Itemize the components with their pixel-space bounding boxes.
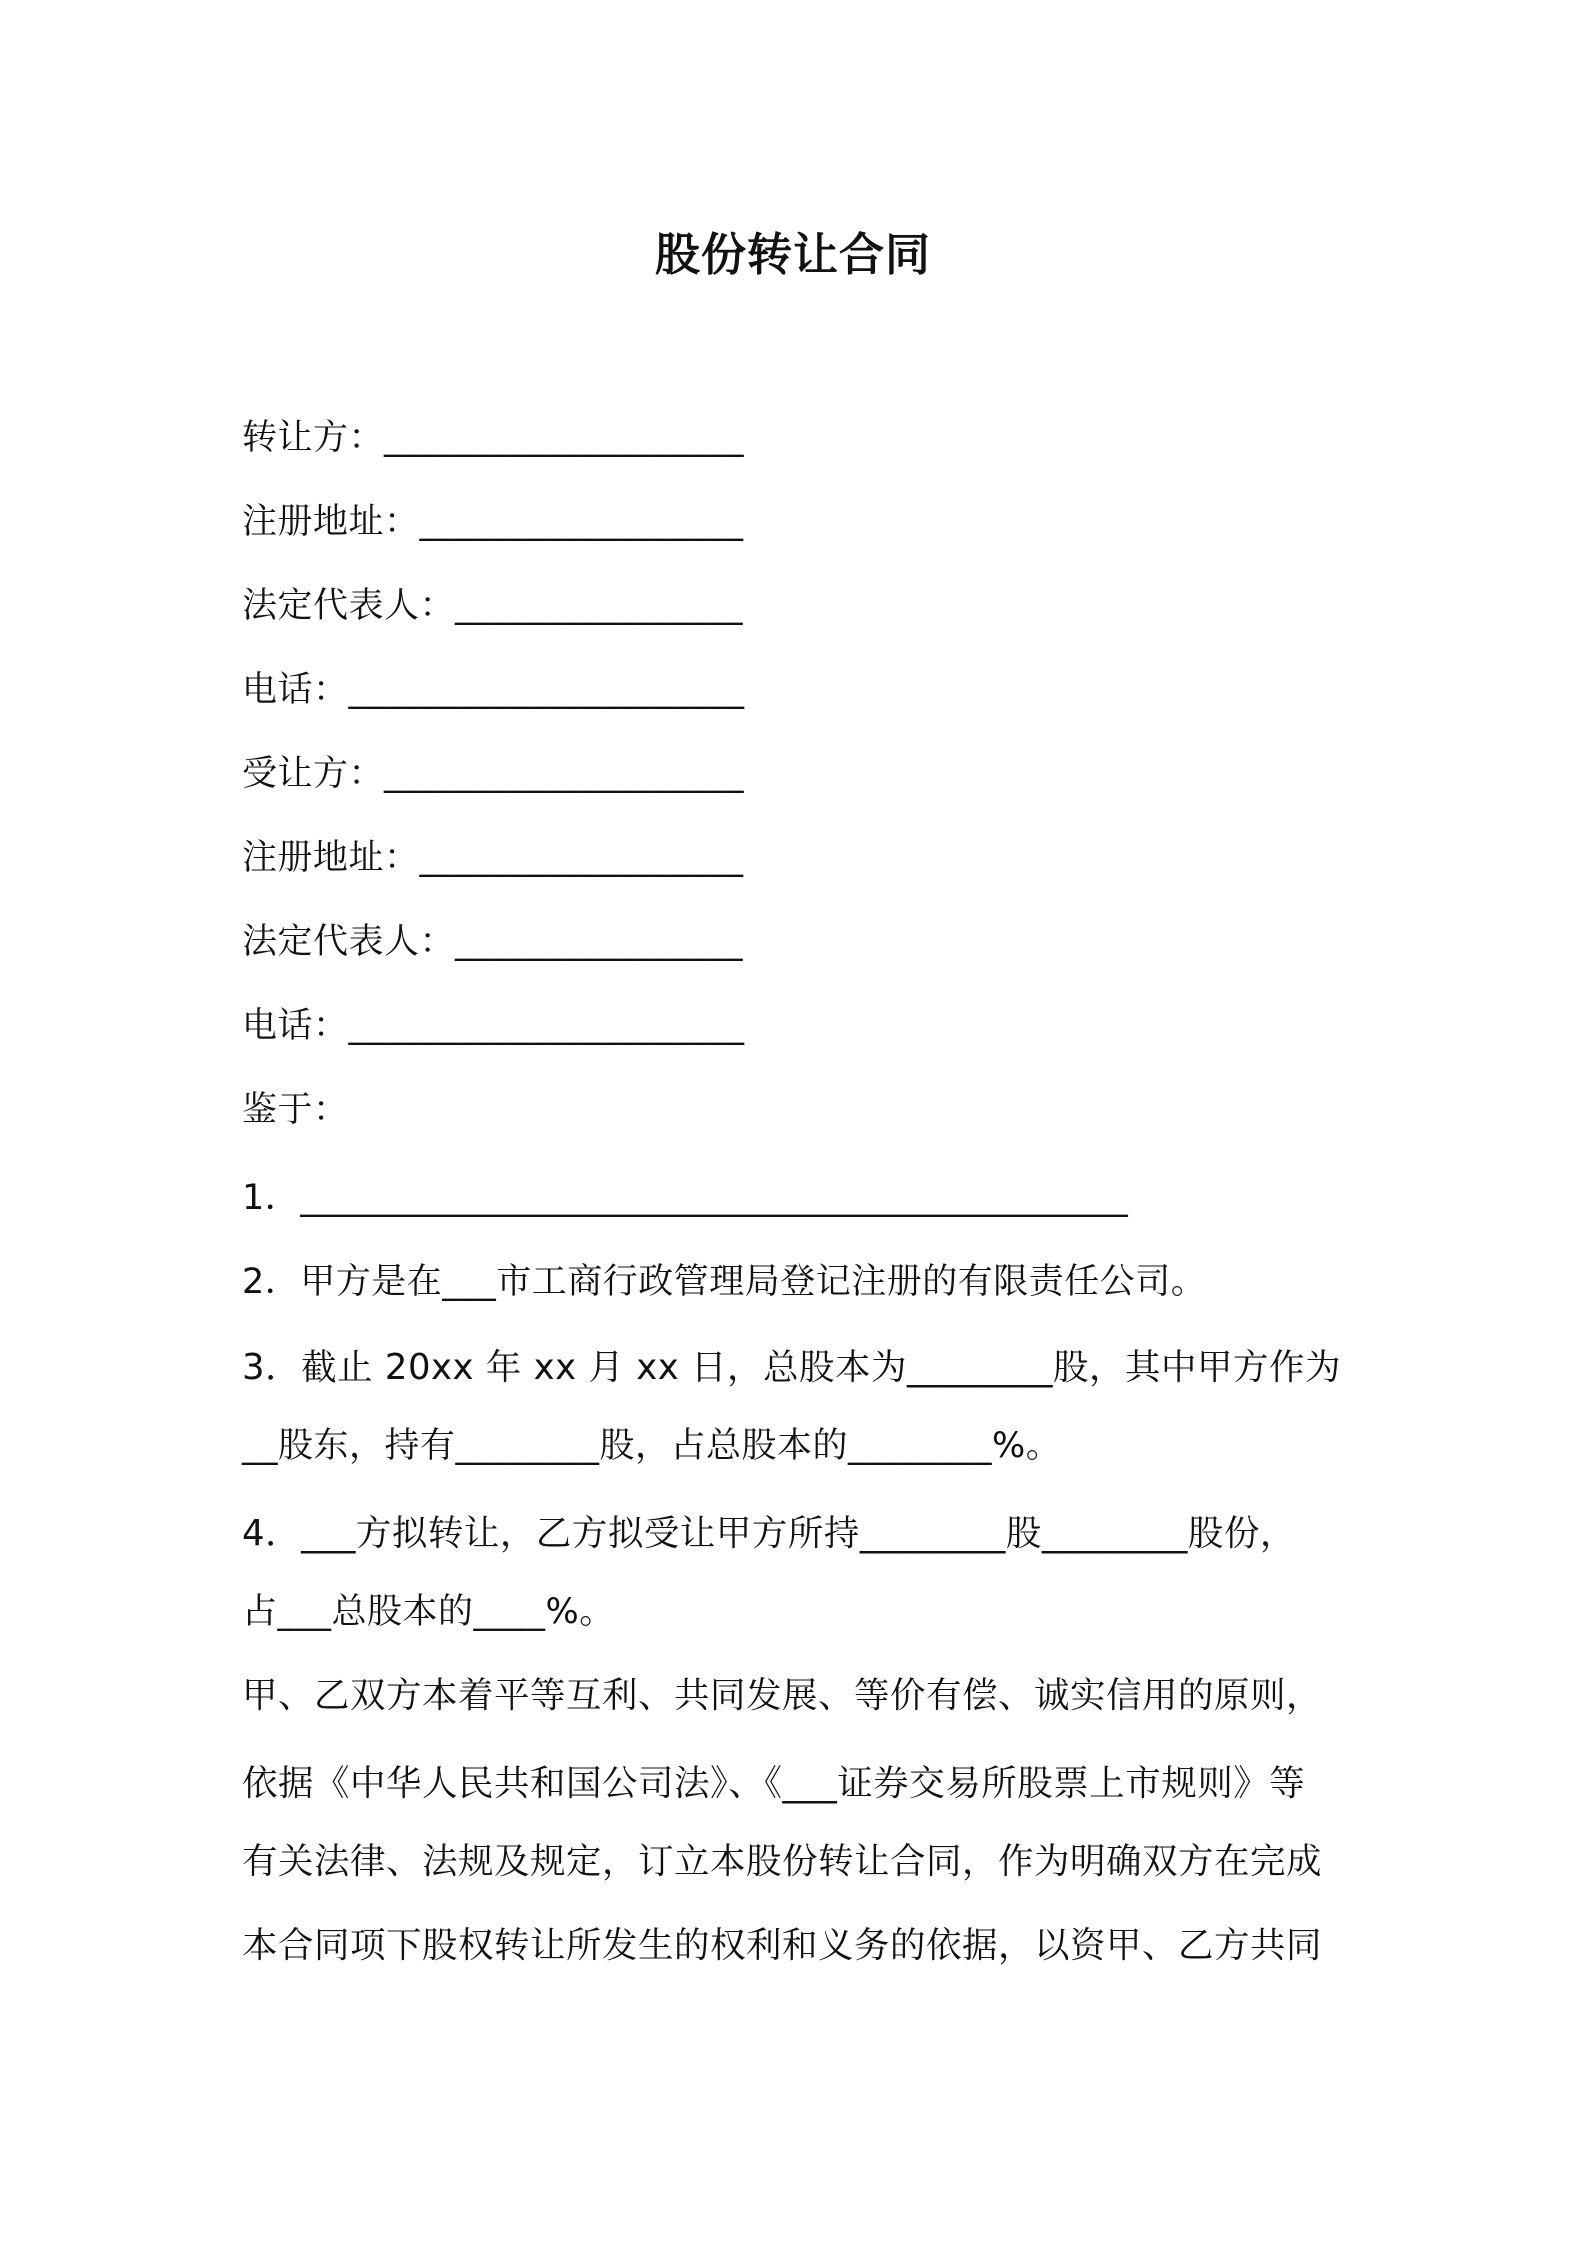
preamble-line-1: 甲、乙双方本着平等互利、共同发展、等价有偿、诚实信用的原则， <box>242 1675 1323 1716</box>
transferor-line: 转让方：____________________ <box>242 418 745 458</box>
recital-2: 2．甲方是在___市工商行政管理局登记注册的有限责任公司。 <box>242 1262 1207 1302</box>
transferor-legal-rep-line: 法定代表人：________________ <box>242 586 744 626</box>
recital-3-line-1: 3．截止 20xx 年 xx 月 xx 日，总股本为________股，其中甲方作为 <box>242 1347 1342 1388</box>
transferor-address-line: 注册地址：__________________ <box>242 502 744 542</box>
preamble-line-2: 依据《中华人民共和国公司法》、《___证券交易所股票上市规则》等 <box>242 1763 1306 1804</box>
transferee-legal-rep-line: 法定代表人：________________ <box>242 922 744 962</box>
transferor-phone-line: 电话：______________________ <box>242 670 745 710</box>
preamble-line-3: 有关法律、法规及规定，订立本股份转让合同，作为明确双方在完成 <box>242 1841 1323 1882</box>
transferee-line: 受让方：____________________ <box>242 754 745 794</box>
recital-3-line-2: __股东，持有________股，占总股本的________%。 <box>242 1426 1062 1466</box>
recital-4-line-2: 占___总股本的____%。 <box>242 1592 615 1632</box>
preamble-line-4: 本合同项下股权转让所发生的权利和义务的依据，以资甲、乙方共同 <box>242 1925 1323 1966</box>
whereas-label: 鉴于： <box>242 1090 349 1130</box>
recital-4-line-1: 4．___方拟转让，乙方拟受让甲方所持________股________股份， <box>242 1513 1296 1554</box>
transferee-phone-line: 电话：______________________ <box>242 1006 745 1046</box>
document-title: 股份转让合同 <box>654 228 931 281</box>
transferee-address-line: 注册地址：__________________ <box>242 838 744 878</box>
recital-1: 1．______________________________________________ <box>242 1178 1129 1218</box>
